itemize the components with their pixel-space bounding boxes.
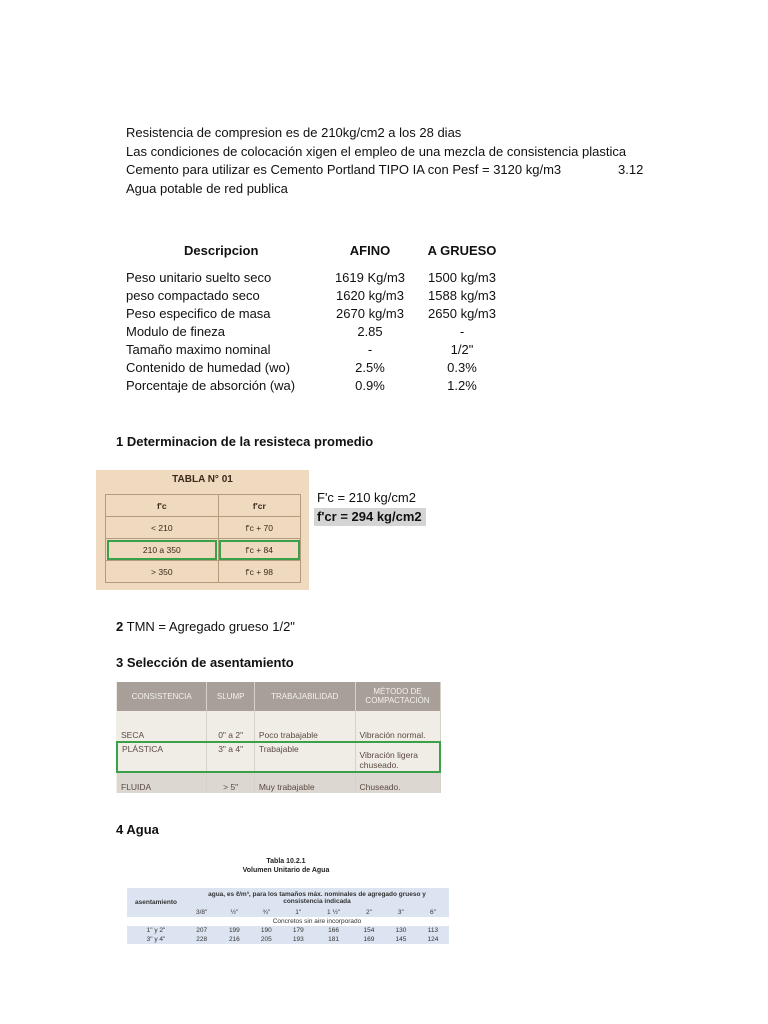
agua-cell: 205 <box>250 935 282 944</box>
agua-table-title: Tabla 10.2.1 <box>266 858 306 865</box>
prop-afino-value: 1619 Kg/m3 <box>334 270 406 285</box>
tabla-01-cell-selected: f'c + 84 <box>218 539 300 561</box>
agua-size-header: ½" <box>218 908 250 917</box>
agua-cell: 193 <box>282 935 314 944</box>
agua-size-header: 1 ½" <box>314 908 353 917</box>
slump-cell: FLUIDA <box>117 772 207 793</box>
section-number: 1 <box>116 434 124 449</box>
agua-cell: 113 <box>417 926 449 935</box>
slump-header: CONSISTENCIA <box>117 682 207 711</box>
props-grueso <box>418 269 506 395</box>
slump-cell-selected: Trabajable <box>254 742 355 773</box>
section-title: Selección de asentamiento <box>126 655 294 670</box>
agua-note: Concretos sin aire incorporado <box>272 918 362 925</box>
prop-grueso-value: 2650 kg/m3 <box>428 306 496 321</box>
slump-cell: > 5" <box>207 772 254 793</box>
slump-cell-selected: 3" a 4" <box>207 742 254 773</box>
intro-line: Resistencia de compresion es de 210kg/cm2 a los 28 dias <box>126 125 462 140</box>
fcr-value: f'cr = 294 kg/cm2 <box>314 508 426 526</box>
prop-label: Peso especifico de masa <box>126 306 271 321</box>
prop-afino-value: 0.9% <box>355 378 385 393</box>
agua-size-header: 2" <box>353 908 385 917</box>
agua-cell: 145 <box>385 935 417 944</box>
fc-value: F'c = 210 kg/cm2 <box>317 490 416 505</box>
agua-cell: 179 <box>282 926 314 935</box>
agua-row-label: 3" y 4" <box>127 935 185 944</box>
section-number: 4 <box>116 822 124 837</box>
slump-cell-selected: Vibración ligera chuseado. <box>355 742 440 773</box>
prop-grueso-value: 1588 kg/m3 <box>428 288 496 303</box>
tabla-01-cell: f'c + 98 <box>218 561 300 583</box>
tabla-01-header: f'c <box>106 495 219 517</box>
intro-line: Las condiciones de colocación xigen el empleo de una mezcla de consistencia plastica <box>126 143 627 159</box>
tabla-01-cell-selected: 210 a 350 <box>106 539 219 561</box>
intro-block <box>126 124 626 198</box>
tabla-01-cell: < 210 <box>106 517 219 539</box>
prop-afino-value: 2.5% <box>355 360 385 375</box>
props-header-afino: AFINO <box>349 243 391 258</box>
agua-cell: 130 <box>385 926 417 935</box>
agua-size-header: 1" <box>282 908 314 917</box>
slump-header: TRABAJABILIDAD <box>254 682 355 711</box>
agua-table <box>127 888 449 944</box>
agua-cell: 154 <box>353 926 385 935</box>
agua-cell: 166 <box>314 926 353 935</box>
agua-cell: 169 <box>353 935 385 944</box>
prop-label: Modulo de fineza <box>126 324 226 339</box>
agua-cell: 228 <box>185 935 218 944</box>
agua-cell: 181 <box>314 935 353 944</box>
agua-cell: 124 <box>417 935 449 944</box>
tabla-01-header: f'cr <box>218 495 300 517</box>
tabla-01 <box>105 494 301 583</box>
props-afino <box>326 269 414 395</box>
intro-line: Cemento para utilizar es Cemento Portland TIPO IA con Pesf = 3120 kg/m3 <box>126 162 562 177</box>
props-header-descripcion: Descripcion <box>184 243 259 258</box>
prop-afino-value: 2.85 <box>357 324 383 339</box>
agua-size-header: ¾" <box>250 908 282 917</box>
props-header-grueso: A GRUESO <box>427 243 497 258</box>
prop-label: peso compactado seco <box>126 288 260 303</box>
prop-grueso-value: 1.2% <box>447 378 477 393</box>
prop-label: Contenido de humedad (wo) <box>126 360 291 375</box>
prop-grueso-value: 0.3% <box>447 360 477 375</box>
prop-label: Tamaño maximo nominal <box>126 342 271 357</box>
slump-cell: Chuseado. <box>355 772 440 793</box>
section-number: 3 <box>116 655 124 670</box>
prop-afino-value: 2670 kg/m3 <box>336 306 404 321</box>
agua-cell-highlighted: 216 <box>218 935 250 944</box>
agua-cell: 207 <box>185 926 218 935</box>
slump-table <box>116 682 441 793</box>
prop-label: Peso unitario suelto seco <box>126 270 272 285</box>
slump-header: MÉTODO DE COMPACTACIÓN <box>355 682 440 711</box>
tabla-01-title: TABLA N° 01 <box>172 474 233 485</box>
agua-row-label: 1" y 2" <box>127 926 185 935</box>
pesf-value: 3.12 <box>618 162 644 177</box>
slump-table-image <box>116 682 441 793</box>
section-4-heading <box>116 822 159 837</box>
agua-size-header: 3" <box>385 908 417 917</box>
prop-label: Porcentaje de absorción (wa) <box>126 378 296 393</box>
section-1-heading <box>116 434 373 449</box>
intro-line: Agua potable de red publica <box>126 180 288 196</box>
tabla-01-image <box>96 470 309 590</box>
prop-grueso-value: 1/2" <box>450 342 474 357</box>
props-labels <box>126 269 295 395</box>
prop-grueso-value: - <box>459 324 465 339</box>
agua-size-header: 3/8" <box>185 908 218 917</box>
agua-cell: 190 <box>250 926 282 935</box>
prop-afino-value: - <box>367 342 373 357</box>
slump-cell: SECA <box>117 711 207 742</box>
section-text: TMN = Agregado grueso 1/2" <box>126 619 295 634</box>
agua-table-subtitle: Volumen Unitario de Agua <box>242 867 330 874</box>
tabla-01-cell: f'c + 70 <box>218 517 300 539</box>
agua-cell: 199 <box>218 926 250 935</box>
slump-cell: 0" a 2" <box>207 711 254 742</box>
agua-group-header: agua, es ℓ/m³, para los tamaños máx. nominales de agregado grueso y consistencia indicada <box>185 888 449 908</box>
section-title: Determinacion de la resisteca promedio <box>126 434 374 449</box>
slump-cell: Vibración normal. <box>355 711 440 742</box>
agua-size-header: 6" <box>417 908 449 917</box>
prop-grueso-value: 1500 kg/m3 <box>428 270 496 285</box>
slump-cell: Muy trabajable <box>254 772 355 793</box>
agua-col-header: asentamiento <box>127 888 185 917</box>
tabla-01-cell: > 350 <box>106 561 219 583</box>
agua-table-image <box>116 852 456 957</box>
section-title: Agua <box>126 822 159 837</box>
section-number: 2 <box>116 619 124 634</box>
prop-afino-value: 1620 kg/m3 <box>336 288 404 303</box>
section-2-line <box>116 619 295 634</box>
slump-header: SLUMP <box>207 682 254 711</box>
section-3-heading <box>116 655 294 670</box>
slump-cell: Poco trabajable <box>254 711 355 742</box>
slump-cell-selected: PLÁSTICA <box>117 742 207 773</box>
